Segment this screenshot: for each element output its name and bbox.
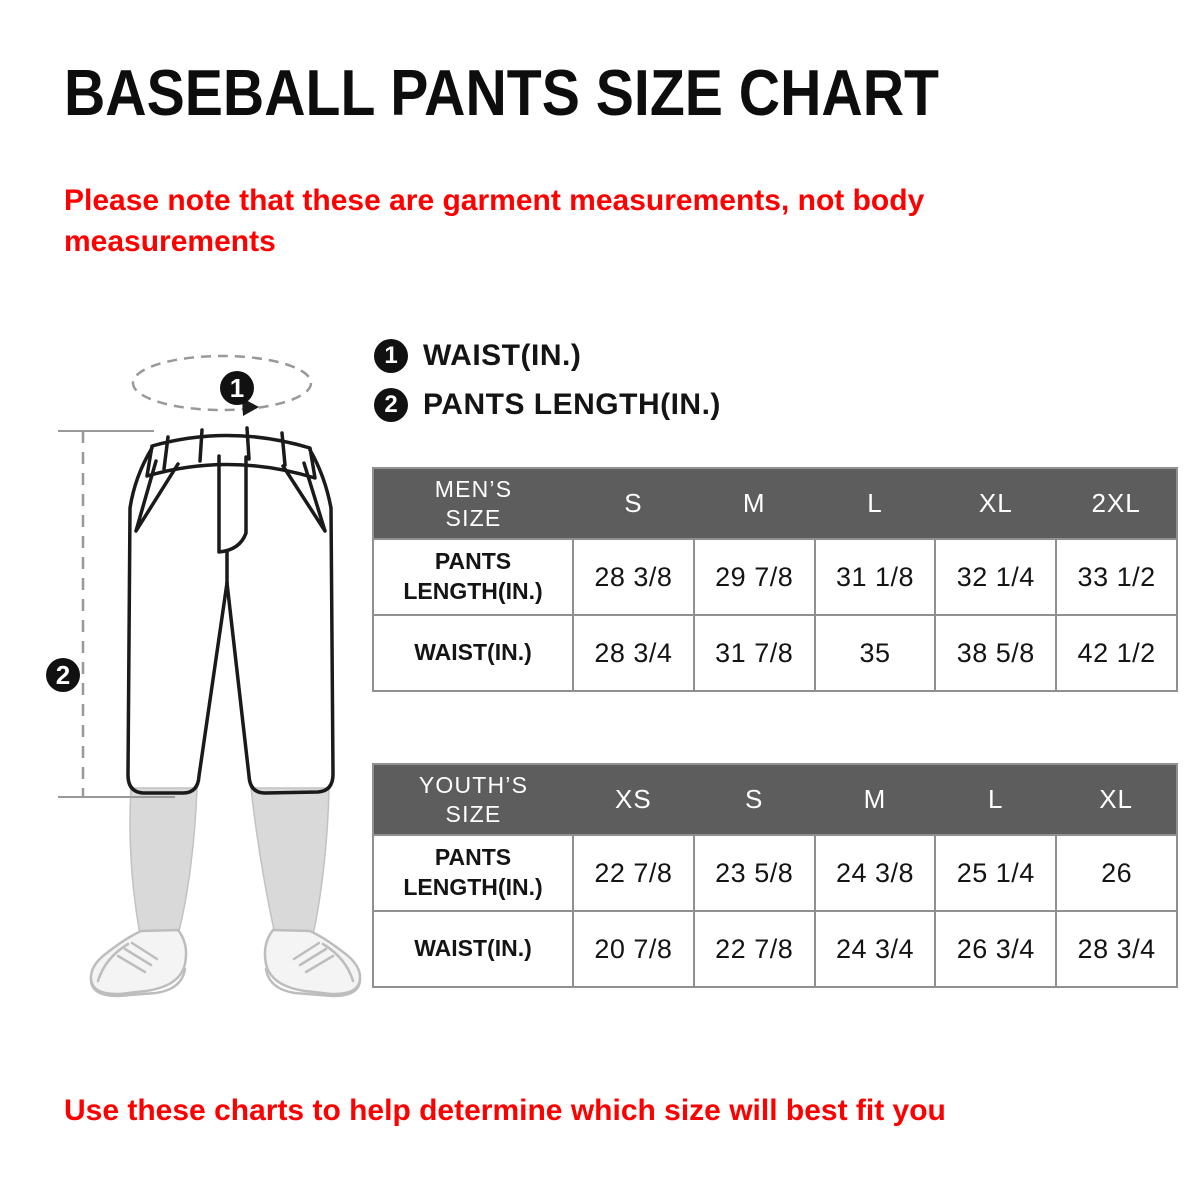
measurement-guides [55,356,311,797]
circled-1-icon: 1 [374,339,408,373]
value-cell: 24 3/8 [815,835,936,911]
value-cell: 31 7/8 [694,615,815,691]
value-cell: 26 3/4 [935,911,1056,987]
size-col-header: XL [1056,764,1177,835]
mens-header-line2: SIZE [445,504,502,531]
value-cell: 22 7/8 [694,911,815,987]
value-cell: 28 3/4 [573,615,694,691]
youths-waist-row [373,911,1177,987]
value-cell: 31 1/8 [815,539,936,615]
size-col-header: 2XL [1056,468,1177,539]
youths-header-line2: SIZE [445,800,502,827]
mens-size-header [373,468,573,539]
value-cell: 29 7/8 [694,539,815,615]
sizing-help-note: Use these charts to help determine which size will best fit you [64,1094,946,1127]
sneaker-right [265,930,360,996]
size-col-header: XL [935,468,1056,539]
youths-size-table [372,763,1178,988]
value-cell: 23 5/8 [694,835,815,911]
diagram-markers [46,371,254,692]
mens-pants-length-row [373,539,1177,615]
size-col-header: S [694,764,815,835]
value-cell: 38 5/8 [935,615,1056,691]
measurement-legend [374,338,721,436]
baseball-pants-illustration [28,338,393,1038]
socks [130,788,329,935]
value-cell: 25 1/4 [935,835,1056,911]
mens-waist-row [373,615,1177,691]
value-cell: 32 1/4 [935,539,1056,615]
pants-outline [128,428,333,793]
row-label: WAIST(IN.) [373,615,573,691]
youths-header-line1: YOUTH’S [418,771,529,798]
value-cell: 28 3/4 [1056,911,1177,987]
mens-header-row [373,468,1177,539]
row-label: PANTS LENGTH(IN.) [373,835,573,911]
value-cell: 28 3/8 [573,539,694,615]
garment-measurement-note: Please note that these are garment measurements, not body measurements [64,184,925,259]
value-cell: 22 7/8 [573,835,694,911]
value-cell: 26 [1056,835,1177,911]
value-cell: 20 7/8 [573,911,694,987]
size-col-header: S [573,468,694,539]
size-col-header: M [694,468,815,539]
youths-header-row [373,764,1177,835]
waist-marker-number: 1 [229,373,245,403]
size-col-header: L [935,764,1056,835]
value-cell: 24 3/4 [815,911,936,987]
value-cell: 42 1/2 [1056,615,1177,691]
value-cell: 33 1/2 [1056,539,1177,615]
legend-item-pants-length [374,387,721,423]
legend-item-waist [374,338,721,374]
circled-2-icon: 2 [374,388,408,422]
size-col-header: M [815,764,936,835]
size-col-header: L [815,468,936,539]
youths-size-header [373,764,573,835]
mens-header-line1: MEN’S [434,475,513,502]
size-col-header: XS [573,764,694,835]
legend-label-waist: WAIST(IN.) [423,339,582,372]
legend-label-pants-length: PANTS LENGTH(IN.) [423,388,721,421]
value-cell: 35 [815,615,936,691]
page-title: BASEBALL PANTS SIZE CHART [64,56,939,129]
sneaker-left [91,930,186,996]
mens-size-table [372,467,1178,692]
row-label: WAIST(IN.) [373,911,573,987]
length-marker-number: 2 [55,660,71,690]
row-label: PANTS LENGTH(IN.) [373,539,573,615]
youths-pants-length-row [373,835,1177,911]
